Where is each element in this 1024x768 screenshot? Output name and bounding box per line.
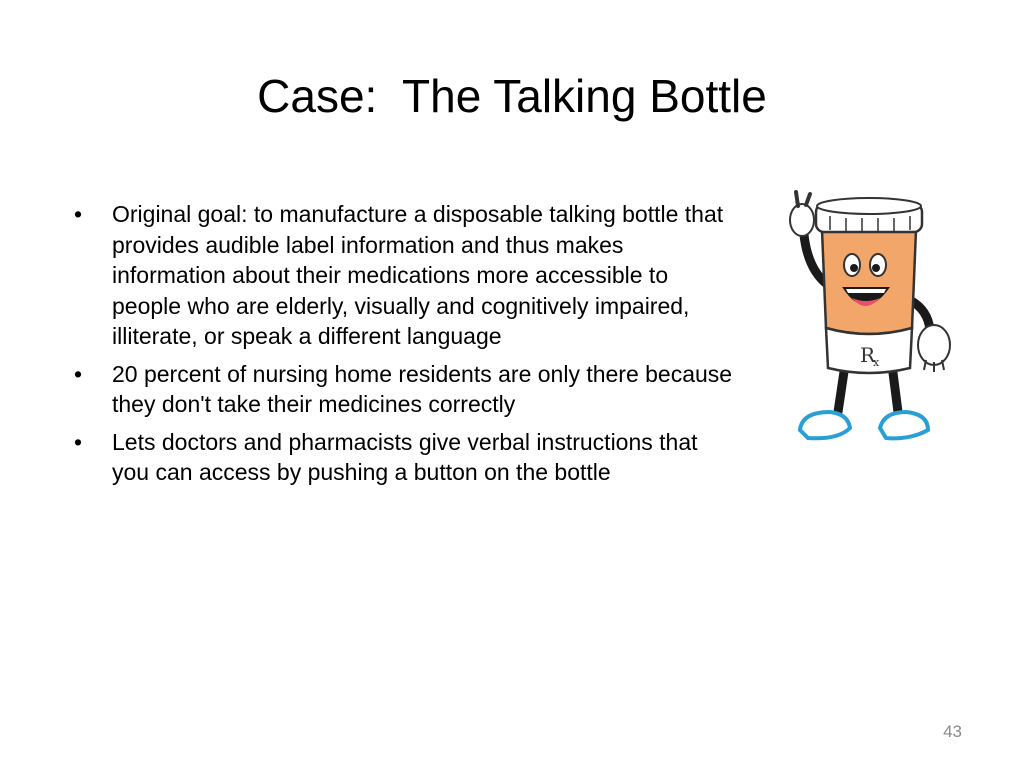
pill-bottle-mascot-icon <box>780 190 958 450</box>
bullet-marker: • <box>74 428 83 455</box>
bullet-item <box>74 427 734 488</box>
page-number: 43 <box>943 722 962 741</box>
bullet-marker: • <box>74 360 83 387</box>
svg-text:x: x <box>873 356 880 369</box>
bullet-text: Lets doctors and pharmacists give verbal instructions that you can access by pushing a button on the bottle <box>112 428 698 485</box>
svg-text:R: R <box>860 343 876 367</box>
bullet-marker: • <box>74 201 83 227</box>
bullet-text: 20 percent of nursing home residents are only there because they don't take their medicines correctly <box>112 360 733 417</box>
bullet-item <box>74 199 734 352</box>
bullet-list <box>74 199 734 495</box>
bullet-item <box>74 359 734 420</box>
slide-title: Case: The Talking Bottle <box>257 70 767 122</box>
bullet-text: Original goal: to manufacture a disposable talking bottle that provides audible label information and thus makes information about their medications more accessible to people who are elderly, visually and cognitively impaired, illiterate, or speak a different language <box>112 201 724 349</box>
